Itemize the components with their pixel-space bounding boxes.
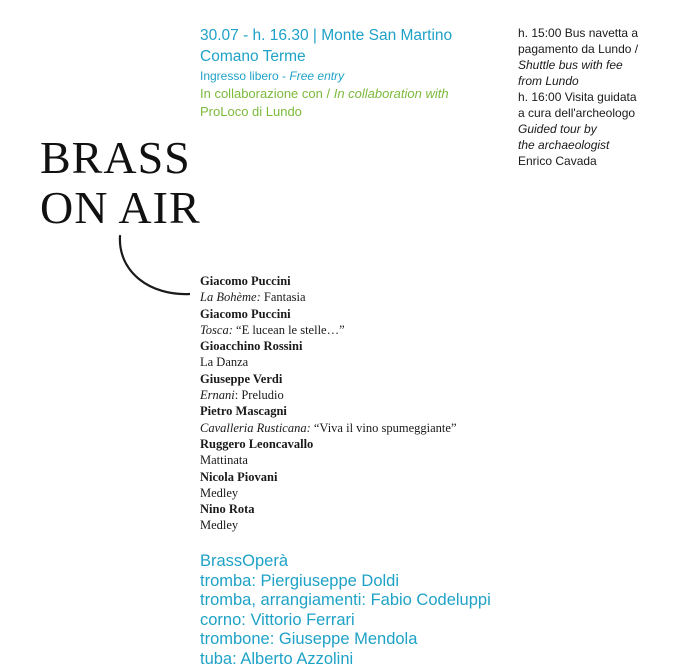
event-header xyxy=(200,25,500,121)
program-item xyxy=(200,371,620,404)
ensemble-name: BrassOperà xyxy=(200,552,289,570)
guide-name: Enrico Cavada xyxy=(518,154,597,168)
ensemble-member: tuba: Alberto Azzolini xyxy=(200,649,354,668)
work-title: La Bohème: Fantasia xyxy=(200,290,306,305)
entry-it: Ingresso libero xyxy=(200,69,279,83)
title-line-1: BRASS xyxy=(40,132,191,183)
title-line-2: ON AIR xyxy=(40,182,201,233)
composer-name: Giacomo Puccini xyxy=(200,306,291,321)
bus-en-2: from Lundo xyxy=(518,74,579,88)
event-town: Comano Terme xyxy=(200,48,306,65)
program-item xyxy=(200,338,620,371)
bus-line-1: h. 15:00 Bus navetta a xyxy=(518,26,639,40)
event-entry xyxy=(200,67,500,85)
side-info xyxy=(518,25,688,169)
program-item xyxy=(200,306,620,339)
event-date-time-place: 30.07 - h. 16.30 | Monte San Martino xyxy=(200,27,453,44)
work-title: Tosca: “E lucean le stelle…” xyxy=(200,322,345,337)
ensemble-credits xyxy=(200,552,680,669)
composer-name: Nicola Piovani xyxy=(200,469,278,484)
bus-en-1: Shuttle bus with fee xyxy=(518,58,623,72)
ensemble-member: tromba: Piergiuseppe Doldi xyxy=(200,571,400,590)
composer-name: Giacomo Puccini xyxy=(200,274,291,288)
tour-line-1: h. 16:00 Visita guidata xyxy=(518,90,637,104)
program-item xyxy=(200,469,620,502)
work-title: Ernani: Preludio xyxy=(200,388,284,403)
work-title: Medley xyxy=(200,518,239,533)
tour-line-2: a cura dell'archeologo xyxy=(518,106,636,120)
entry-en: Free entry xyxy=(289,69,345,83)
work-title: Medley xyxy=(200,485,239,500)
collab-en: In collaboration with xyxy=(333,86,449,101)
program-item xyxy=(200,501,620,534)
composer-name: Pietro Mascagni xyxy=(200,404,287,419)
tour-en-1: Guided tour by xyxy=(518,122,597,136)
composer-name: Gioacchino Rossini xyxy=(200,339,303,354)
work-title: Mattinata xyxy=(200,453,248,468)
bus-line-2: pagamento da Lundo / xyxy=(518,42,639,56)
ensemble-member: trombone: Giuseppe Mendola xyxy=(200,630,418,648)
work-title: La Danza xyxy=(200,355,249,370)
event-collaboration xyxy=(200,85,500,103)
program-list xyxy=(200,273,620,534)
tour-en-2: the archaeologist xyxy=(518,138,610,152)
collab-it: In collaborazione con xyxy=(200,86,323,101)
program-item xyxy=(200,403,620,436)
program-item xyxy=(200,436,620,469)
composer-name: Ruggero Leoncavallo xyxy=(200,436,314,451)
ensemble-member: tromba, arrangiamenti: Fabio Codeluppi xyxy=(200,591,491,609)
composer-name: Nino Rota xyxy=(200,502,255,517)
decorative-arc xyxy=(110,232,190,302)
entry-separator: - xyxy=(278,69,290,83)
collab-organization: ProLoco di Lundo xyxy=(200,104,302,119)
concert-title xyxy=(40,133,201,233)
composer-name: Giuseppe Verdi xyxy=(200,371,283,386)
ensemble-member: corno: Vittorio Ferrari xyxy=(200,610,355,629)
program-item xyxy=(200,273,620,306)
work-title: Cavalleria Rusticana: “Viva il vino spumeggiante” xyxy=(200,420,457,435)
collab-separator: / xyxy=(322,86,334,101)
